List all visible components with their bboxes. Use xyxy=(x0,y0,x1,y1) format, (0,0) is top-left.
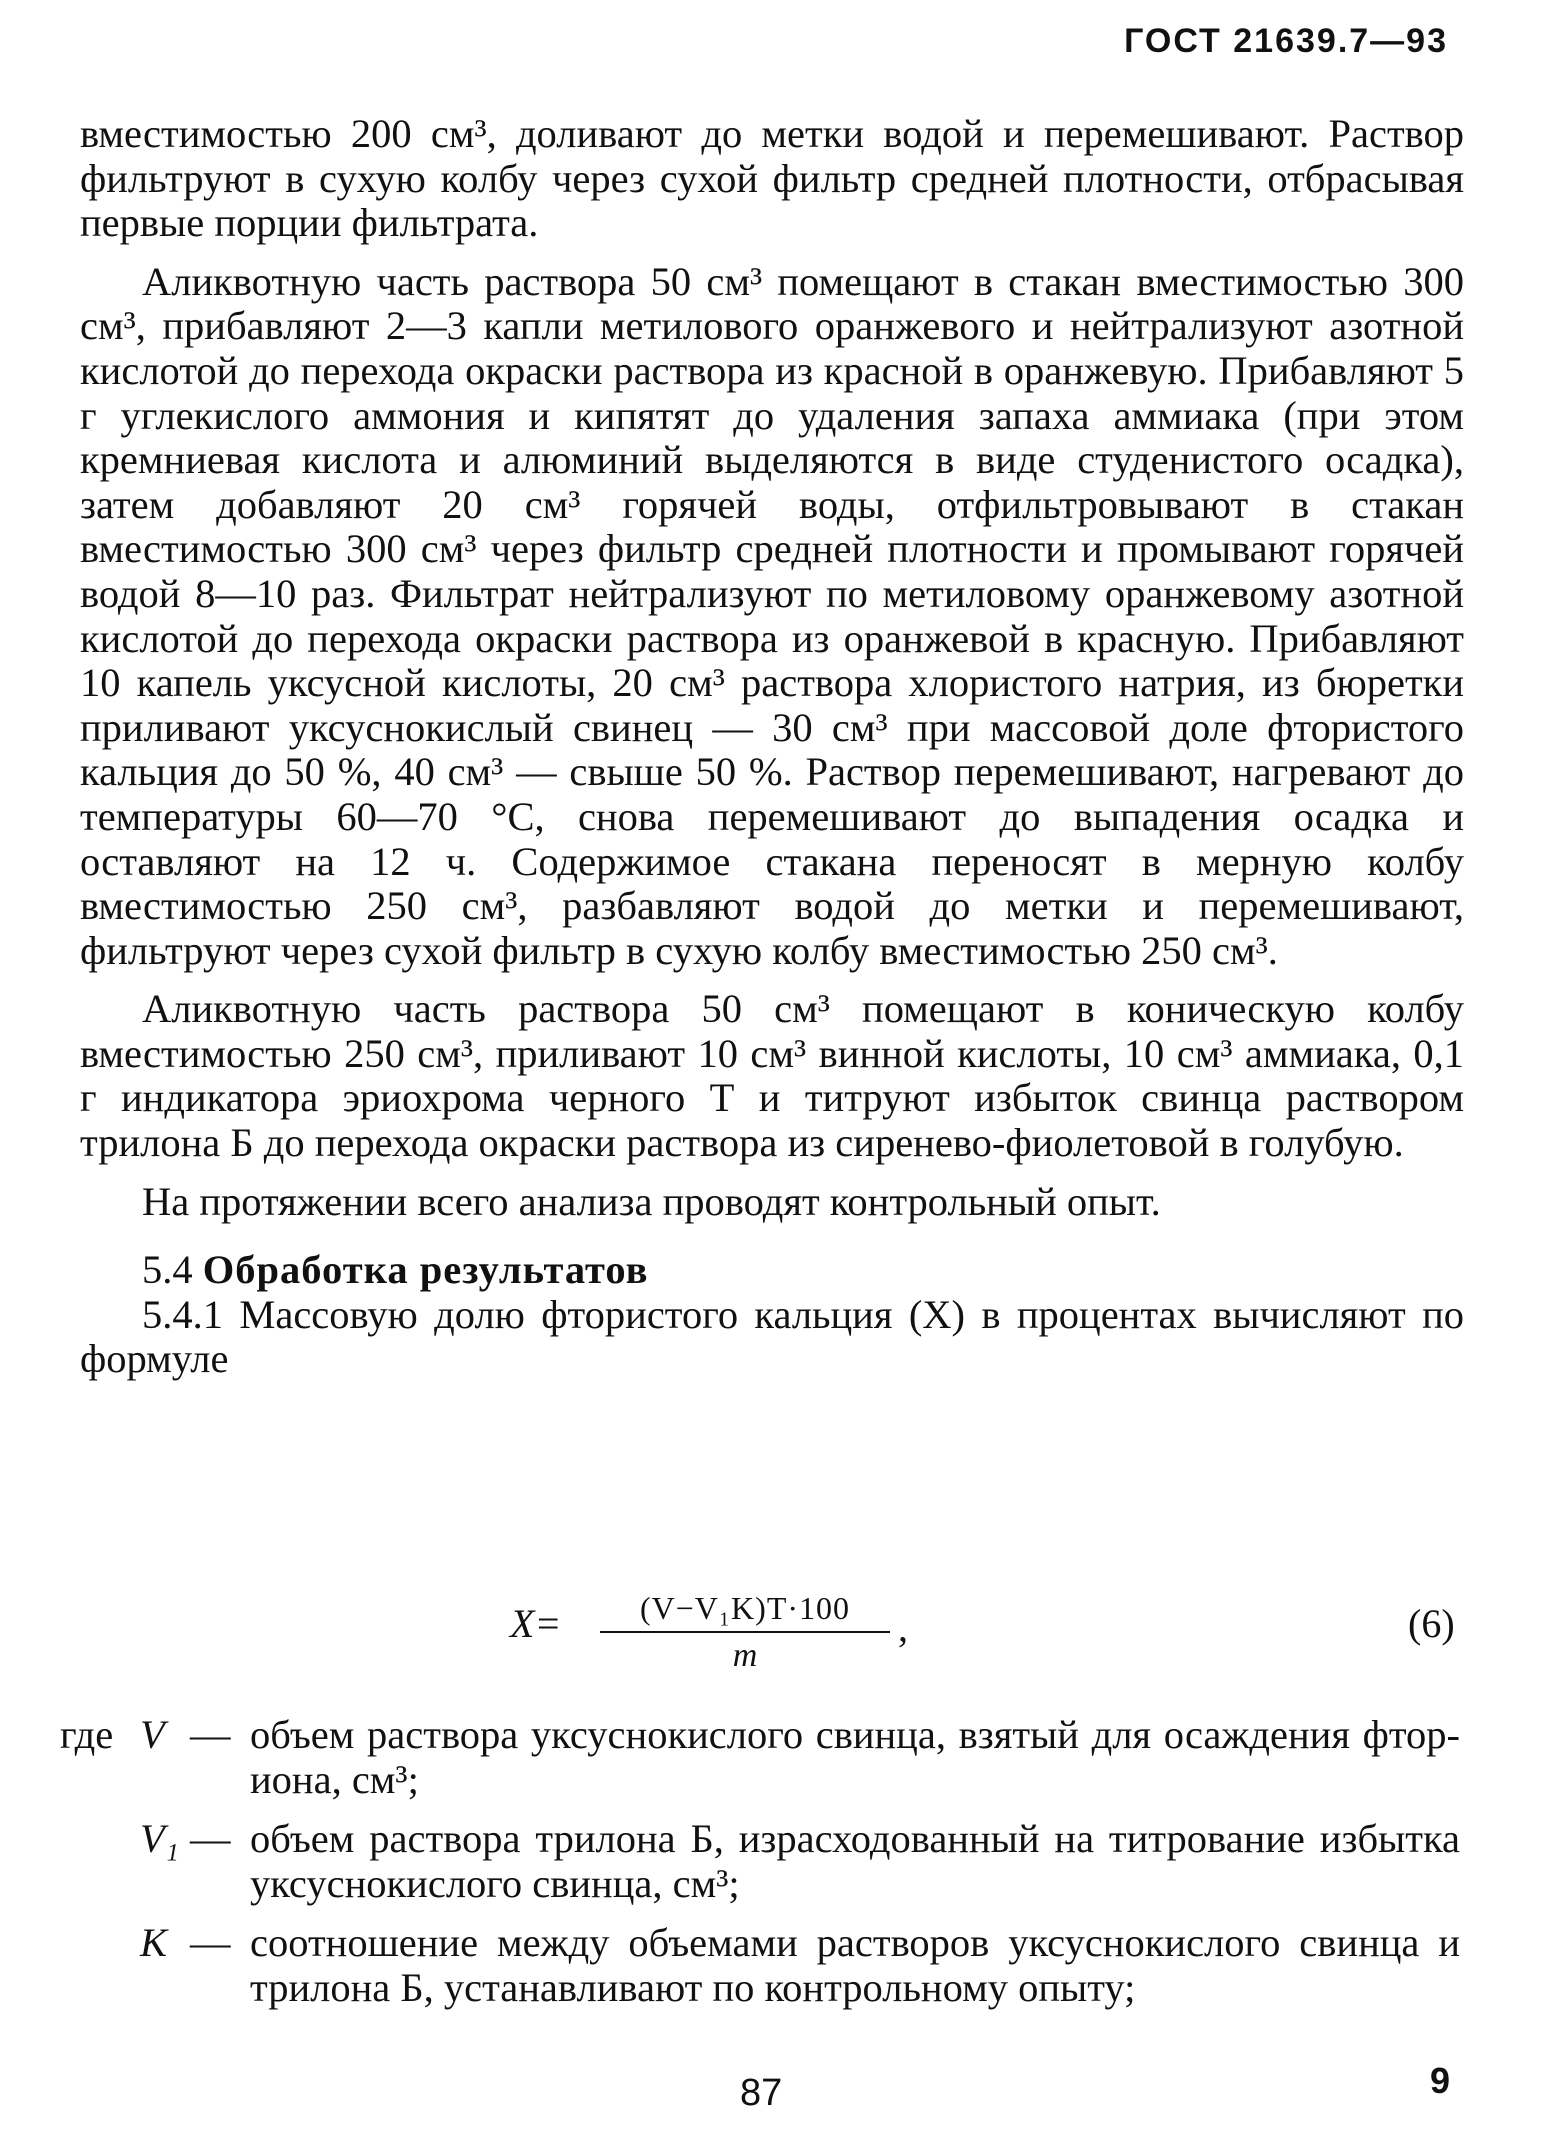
paragraph-control: На протяжении всего анализа проводят контрольный опыт. xyxy=(142,1178,1161,1224)
definition-item xyxy=(60,1920,1460,2010)
definition-symbol: K xyxy=(140,1920,168,1965)
definition-text: объем раствора уксуснокислого свинца, взятый для осаждения фтор-иона, см³; xyxy=(250,1712,1460,1802)
definition-symbol: V₁ xyxy=(140,1816,179,1861)
formula-block xyxy=(0,1590,1556,1680)
definition-item xyxy=(60,1816,1460,1906)
definition-dash: — xyxy=(190,1920,231,1965)
definition-dash: — xyxy=(190,1712,231,1757)
section-heading xyxy=(80,1248,1464,1293)
definition-item xyxy=(60,1712,1460,1802)
formula-denominator: m xyxy=(732,1637,758,1674)
formula-fraction xyxy=(600,1590,890,1675)
formula-lhs: X= xyxy=(510,1601,562,1646)
definition-dash: — xyxy=(190,1816,231,1861)
definitions-list xyxy=(60,1712,1460,2024)
sheet-number: 9 xyxy=(1430,2060,1451,2101)
definition-symbol: V xyxy=(140,1712,165,1757)
paragraph-titration: Аликвотную часть раствора 50 см³ помещают в коническую колбу вместимостью 250 см³, приливают 10 см³ винной кислоты, 10 см³ аммиака, 0,1 г индикатора эриохрома черного Т и титруют избыток свинца раствором трилона Б до перехода окраски раствора из сиренево-фиолетовой в голубую. xyxy=(80,986,1464,1166)
definition-text: соотношение между объемами растворов уксуснокислого свинца и трилона Б, устанавливают по контрольному опыту; xyxy=(250,1920,1460,2010)
page-number: 87 xyxy=(740,2072,783,2114)
definition-text: объем раствора трилона Б, израсходованный на титрование избытка уксуснокислого свинца, см³; xyxy=(250,1816,1460,1906)
definitions-lead: где xyxy=(60,1712,114,1757)
section-title: Обработка результатов xyxy=(202,1247,649,1293)
equation-number: (6) xyxy=(1408,1601,1455,1646)
formula-numerator: (V−V₁K)T·100 xyxy=(600,1590,890,1633)
document-header: ГОСТ 21639.7—93 xyxy=(1124,22,1448,60)
body-text xyxy=(80,112,1464,1382)
formula-comma: , xyxy=(898,1605,908,1650)
clause-text: 5.4.1 Массовую долю фтористого кальция (X) в процентах вычисляют по формуле xyxy=(80,1291,1464,1382)
paragraph-procedure: Аликвотную часть раствора 50 см³ помещают в стакан вместимостью 300 см³, прибавляют 2—3 капли метилового оранжевого и нейтрализуют азотной кислотой до перехода окраски раствора из красной в оранжевую. Прибавляют 5 г углекислого аммония и кипятят до удаления запаха аммиака (при этом кремниевая кислота и алюминий выделяются в виде студенистого осадка), затем добавляют 20 см³ горячей воды, отфильтровывают в стакан вместимостью 300 см³ через фильтр средней плотности и промывают горячей водой 8—10 раз. Фильтрат нейтрализуют по метиловому оранжевому азотной кислотой до перехода окраски раствора из оранжевой в красную. Прибавляют 10 капель уксусной кислоты, 20 см³ раствора хлористого натрия, из бюретки приливают уксуснокислый свинец — 30 см³ при массовой доле фтористого кальция до 50 %, 40 см³ — свыше 50 %. Раствор перемешивают, нагревают до температуры 60—70 °С, снова перемешивают до выпадения осадка и оставляют на 12 ч. Содержимое стакана переносят в мерную колбу вместимостью 250 см³, разбавляют водой до метки и перемешивают, фильтруют через сухой фильтр в сухую колбу вместимостью 250 см³. xyxy=(80,258,1464,973)
paragraph-continuation: вместимостью 200 см³, доливают до метки водой и перемешивают. Раствор фильтруют в сухую колбу через сухой фильтр средней плотности, отбрасывая первые порции фильтрата. xyxy=(80,111,1464,246)
section-number: 5.4 xyxy=(142,1247,193,1293)
